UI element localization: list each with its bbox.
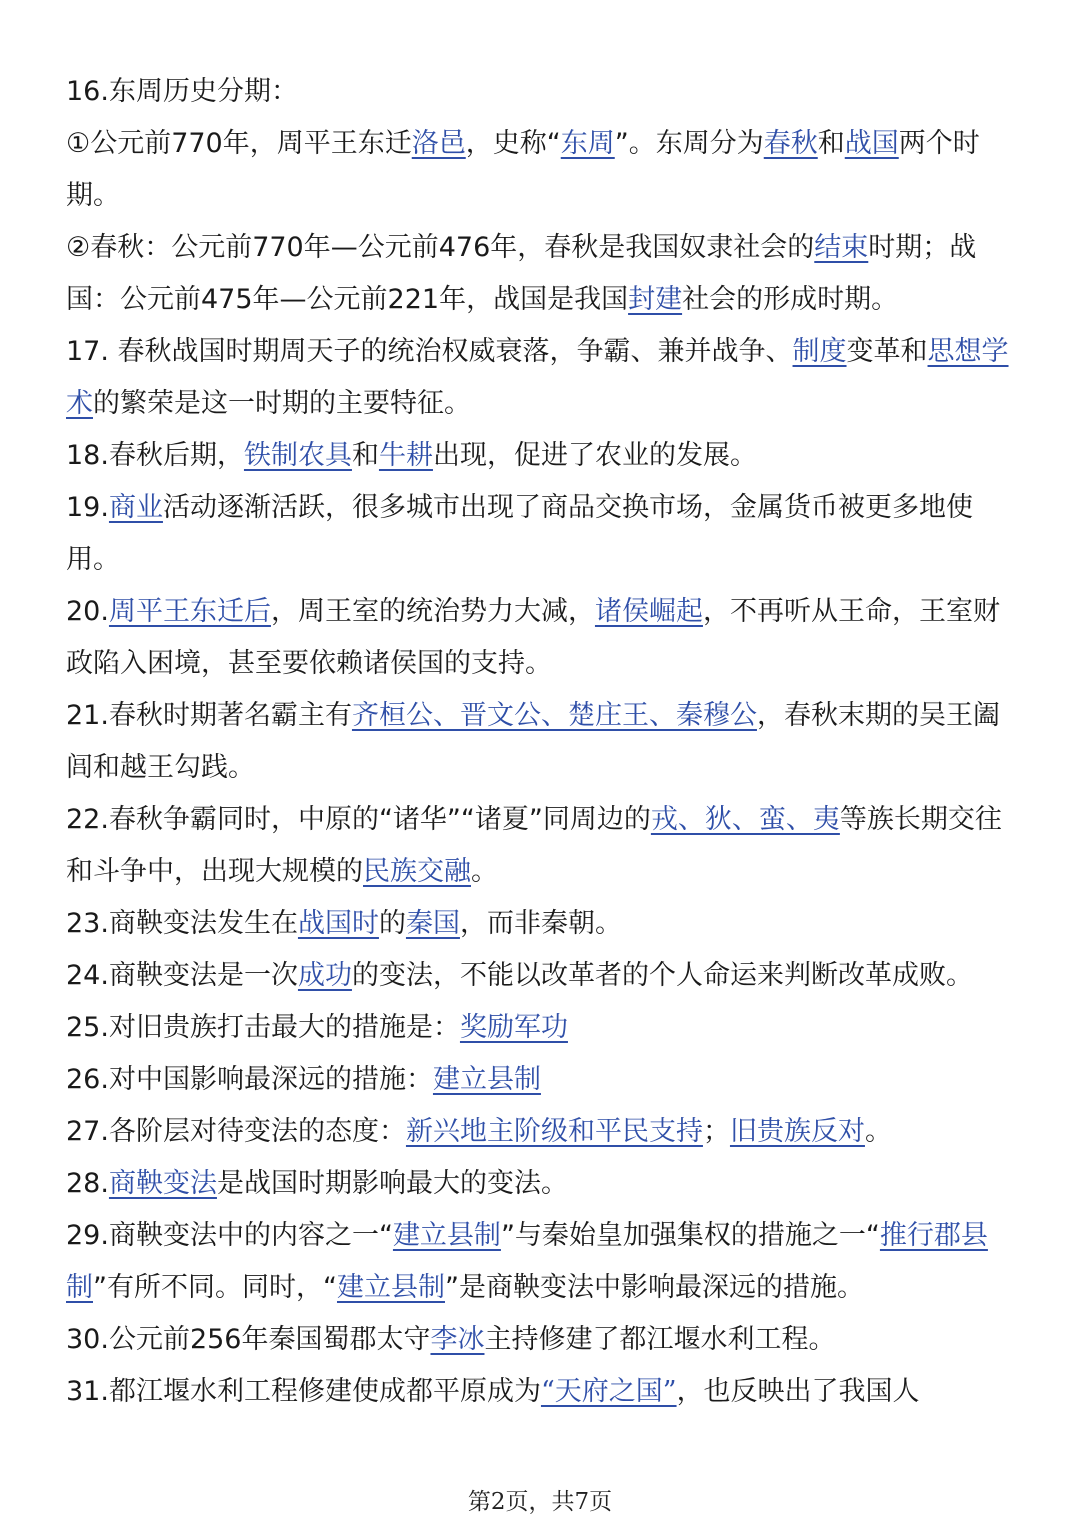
answer-text: 诸侯崛起 — [594, 596, 703, 627]
body-text: ②春秋：公元前770年—公元前476年，春秋是我国奴隶社会的 — [66, 232, 815, 263]
answer-text: 戎、狄、蛮、夷 — [650, 804, 840, 835]
answer-text: 战国 — [844, 128, 899, 159]
answer-text: 建立县制 — [432, 1064, 541, 1095]
body-text: ”。东周分为 — [614, 128, 764, 159]
body-text: 。 — [864, 1116, 892, 1147]
body-text: ，也反映出了我国人 — [676, 1376, 920, 1407]
list-item — [66, 1002, 1026, 1054]
list-item — [66, 222, 1026, 326]
list-item — [66, 1054, 1026, 1106]
answer-text: 奖励军功 — [459, 1012, 568, 1043]
body-text: 29.商鞅变法中的内容之一“ — [66, 1220, 393, 1251]
list-item — [66, 326, 1026, 430]
body-text: 出现，促进了农业的发展。 — [432, 440, 757, 471]
body-text: 的变法，不能以改革者的个人命运来判断改革成败。 — [351, 960, 973, 991]
answer-text: 结束 — [814, 232, 869, 263]
body-text: 30.公元前256年秦国蜀郡太守 — [66, 1324, 431, 1355]
answer-text: 商鞅变法 — [108, 1168, 217, 1199]
body-text: 31.都江堰水利工程修建使成都平原成为 — [66, 1376, 541, 1407]
body-text: 26.对中国影响最深远的措施： — [66, 1064, 433, 1095]
answer-text: 思想学术 — [66, 336, 1009, 419]
body-text: 25.对旧贵族打击最大的措施是： — [66, 1012, 460, 1043]
answer-text: 李冰 — [430, 1324, 485, 1355]
body-text: ”有所不同。同时，“ — [93, 1272, 337, 1303]
list-item — [66, 794, 1026, 898]
body-text: 的 — [378, 908, 406, 939]
list-item — [66, 1158, 1026, 1210]
body-text: 和 — [817, 128, 845, 159]
body-text: 22.春秋争霸同时，中原的“诸华”“诸夏”同周边的 — [66, 804, 651, 835]
answer-text: 新兴地主阶级和平民支持 — [405, 1116, 703, 1147]
body-text: 时期；战国：公元前475年—公元前221年，战国是我国 — [66, 232, 977, 315]
list-item — [66, 66, 1026, 118]
body-text: ”与秦始皇加强集权的措施之一“ — [500, 1220, 880, 1251]
answer-text: 战国时 — [297, 908, 379, 939]
page-number-label: 第2页，共7页 — [467, 1489, 613, 1515]
body-text: 和 — [351, 440, 379, 471]
answer-text: 牛耕 — [378, 440, 433, 471]
body-text: 17. 春秋战国时期周天子的统治权威衰落，争霸、兼并战争、 — [66, 336, 793, 367]
answer-text: 封建 — [628, 284, 683, 315]
answer-text: 齐桓公、晋文公、楚庄王、秦穆公 — [351, 700, 757, 731]
list-item — [66, 898, 1026, 950]
body-text: 27.各阶层对待变法的态度： — [66, 1116, 406, 1147]
answer-text: 民族交融 — [363, 856, 471, 887]
answer-text: 旧贵族反对 — [729, 1116, 865, 1147]
body-text: ，春秋末期的吴王阖闾和越王勾践。 — [66, 700, 1000, 783]
body-text: 变革和 — [846, 336, 928, 367]
body-text: 24.商鞅变法是一次 — [66, 960, 298, 991]
body-text: ，不再听从王命，王室财政陷入困境，甚至要依赖诸侯国的支持。 — [66, 596, 1000, 679]
document-body — [66, 66, 1026, 1418]
body-text: 两个时期。 — [66, 128, 980, 211]
body-text: 社会的形成时期。 — [682, 284, 899, 315]
body-text: 活动逐渐活跃，很多城市出现了商品交换市场，金属货币被更多地使用。 — [66, 492, 973, 575]
list-item — [66, 1314, 1026, 1366]
answer-text: 商业 — [108, 492, 163, 523]
body-text: 16.东周历史分期： — [66, 76, 298, 107]
body-text: 21.春秋时期著名霸主有 — [66, 700, 352, 731]
body-text: 23.商鞅变法发生在 — [66, 908, 298, 939]
list-item — [66, 586, 1026, 690]
list-item — [66, 950, 1026, 1002]
answer-text: 建立县制 — [392, 1220, 501, 1251]
body-text: 是战国时期影响最大的变法。 — [216, 1168, 568, 1199]
body-text: ，而非秦朝。 — [459, 908, 622, 939]
body-text: ①公元前770年，周平王东迁 — [66, 128, 412, 159]
body-text: 等族长期交往和斗争中，出现大规模的 — [66, 804, 1002, 887]
body-text: 。 — [471, 856, 498, 887]
answer-text: 推行郡县制 — [66, 1220, 988, 1303]
answer-text: 洛邑 — [411, 128, 466, 159]
body-text: ”是商鞅变法中影响最深远的措施。 — [444, 1272, 864, 1303]
answer-text: 东周 — [560, 128, 615, 159]
list-item — [66, 118, 1026, 222]
page-footer — [0, 1483, 1080, 1516]
answer-text: “天府之国” — [540, 1376, 677, 1407]
body-text: 主持修建了都江堰水利工程。 — [484, 1324, 836, 1355]
list-item — [66, 1106, 1026, 1158]
list-item — [66, 1366, 1026, 1418]
list-item — [66, 430, 1026, 482]
answer-text: 制度 — [792, 336, 847, 367]
answer-text: 春秋 — [763, 128, 818, 159]
answer-text: 周平王东迁后 — [108, 596, 271, 627]
body-text: 的繁荣是这一时期的主要特征。 — [93, 388, 471, 419]
answer-text: 建立县制 — [336, 1272, 445, 1303]
list-item — [66, 1210, 1026, 1314]
body-text: 28. — [66, 1168, 109, 1199]
list-item — [66, 690, 1026, 794]
body-text: ，周王室的统治势力大减， — [270, 596, 595, 627]
body-text: 19. — [66, 492, 109, 523]
answer-text: 铁制农具 — [243, 440, 352, 471]
answer-text: 秦国 — [405, 908, 460, 939]
body-text: ； — [702, 1116, 730, 1147]
body-text: 18.春秋后期， — [66, 440, 244, 471]
body-text: 20. — [66, 596, 109, 627]
body-text: ，史称“ — [465, 128, 561, 159]
answer-text: 成功 — [297, 960, 352, 991]
list-item — [66, 482, 1026, 586]
